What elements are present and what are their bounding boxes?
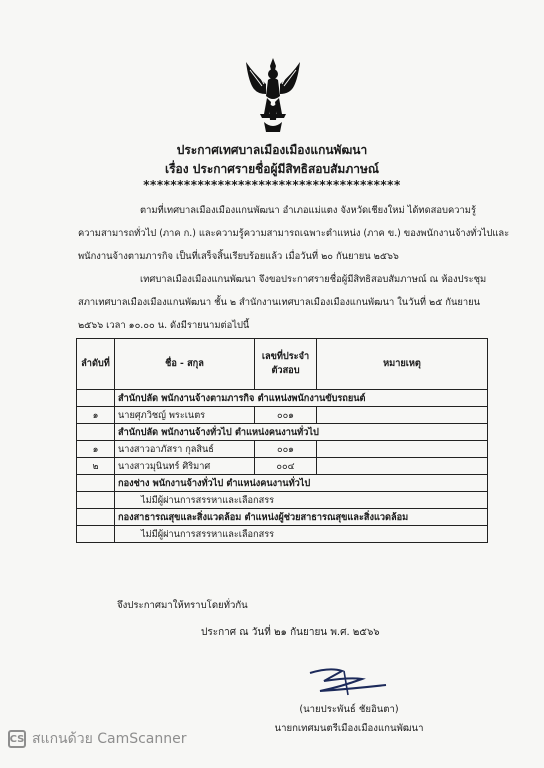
signer-title: นายกเทศมนตรีเมืองเมืองแกนพัฒนา — [274, 723, 424, 734]
paragraph-1-line-3: พนักงานจ้างตามภารกิจ เป็นที่เสร็จสิ้นเรียบร้อยแล้ว เมื่อวันที่ ๒๐ กันยายน ๒๕๖๖ — [78, 251, 399, 262]
section-row — [77, 509, 488, 526]
section-title-driver: สำนักปลัด พนักงานจ้างตามภารกิจ ตำแหน่งพนักงานขับรถยนต์ — [115, 390, 488, 407]
paragraph-2-line-1: เทศบาลเมืองเมืองแกนพัฒนา จึงขอประกาศรายชื่อผู้มีสิทธิสอบสัมภาษณ์ ณ ห้องประชุม — [140, 274, 487, 285]
camscanner-logo-icon: CS — [8, 730, 26, 748]
row-no: ๑ — [77, 407, 115, 424]
section-title-general-worker: สำนักปลัด พนักงานจ้างทั่วไป ตำแหน่งคนงานทั่วไป — [115, 424, 488, 441]
row-exam-id: ๐๐๔ — [255, 458, 317, 475]
row-remark — [317, 441, 488, 458]
header-divider: ************************************** — [143, 178, 401, 192]
announcement-date: ประกาศ ณ วันที่ ๒๑ กันยายน พ.ศ. ๒๕๖๖ — [201, 627, 380, 638]
signer-block — [264, 700, 434, 738]
col-header-remark: หมายเหตุ — [317, 339, 488, 390]
note-row — [77, 526, 488, 543]
row-name: นางสาวอาภัสรา กุลสินธ์ — [115, 441, 255, 458]
section-note-public-health: ไม่มีผู้ผ่านการสรรหาและเลือกสรร — [115, 526, 488, 543]
row-name: นายศุภวิชญ์ พระเนตร — [115, 407, 255, 424]
paragraph-1-line-1: ตามที่เทศบาลเมืองเมืองแกนพัฒนา อำเภอแม่แตง จังหวัดเชียงใหม่ ได้ทดสอบความรู้ — [140, 205, 476, 216]
announcement-subject: เรื่อง ประกาศรายชื่อผู้มีสิทธิสอบสัมภาษณ์ — [164, 162, 380, 176]
announcement-org-line: ประกาศเทศบาลเมืองเมืองแกนพัฒนา — [176, 143, 368, 157]
row-no: ๒ — [77, 458, 115, 475]
table-row — [77, 458, 488, 475]
section-note-engineering: ไม่มีผู้ผ่านการสรรหาและเลือกสรร — [115, 492, 488, 509]
col-header-no: ลำดับที่ — [77, 339, 115, 390]
closing-statement: จึงประกาศมาให้ทราบโดยทั่วกัน — [117, 600, 248, 611]
signer-name: (นายประพันธ์ ชัยอินตา) — [299, 704, 399, 715]
section-row — [77, 424, 488, 441]
paragraph-2-line-2: สภาเทศบาลเมืองเมืองแกนพัฒนา ชั้น ๒ สำนักงานเทศบาลเมืองเมืองแกนพัฒนา ในวันที่ ๒๕ กันยายน — [78, 297, 481, 308]
table-row — [77, 407, 488, 424]
section-title-engineering: กองช่าง พนักงานจ้างทั่วไป ตำแหน่งคนงานทั่วไป — [115, 475, 488, 492]
section-row — [77, 390, 488, 407]
table-row — [77, 441, 488, 458]
section-title-public-health: กองสาธารณสุขและสิ่งแวดล้อม ตำแหน่งผู้ช่วยสาธารณสุขและสิ่งแวดล้อม — [115, 509, 488, 526]
section-row — [77, 475, 488, 492]
paragraph-2-line-3: ๒๕๖๖ เวลา ๑๐.๐๐ น. ดังมีรายนามต่อไปนี้ — [78, 320, 250, 331]
watermark-text: สแกนด้วย CamScanner — [32, 731, 187, 747]
candidate-table — [76, 338, 488, 543]
garuda-emblem — [242, 56, 304, 136]
camscanner-watermark — [8, 728, 187, 750]
row-remark — [317, 407, 488, 424]
handwritten-signature — [290, 665, 400, 703]
note-row — [77, 492, 488, 509]
row-exam-id: ๐๐๑ — [255, 407, 317, 424]
paragraph-1-line-2: ความสามารถทั่วไป (ภาค ก.) และความรู้ความสามารถเฉพาะตำแหน่ง (ภาค ข.) ของพนักงานจ้างทั่วไปและ — [78, 228, 510, 239]
col-header-name: ชื่อ - สกุล — [115, 339, 255, 390]
col-header-exam-id: เลขที่ประจำตัวสอบ — [255, 339, 317, 390]
row-remark — [317, 458, 488, 475]
row-exam-id: ๐๐๑ — [255, 441, 317, 458]
row-name: นางสาวมุนินทร์ ศิริมาศ — [115, 458, 255, 475]
table-header-row — [77, 339, 488, 390]
row-no: ๑ — [77, 441, 115, 458]
